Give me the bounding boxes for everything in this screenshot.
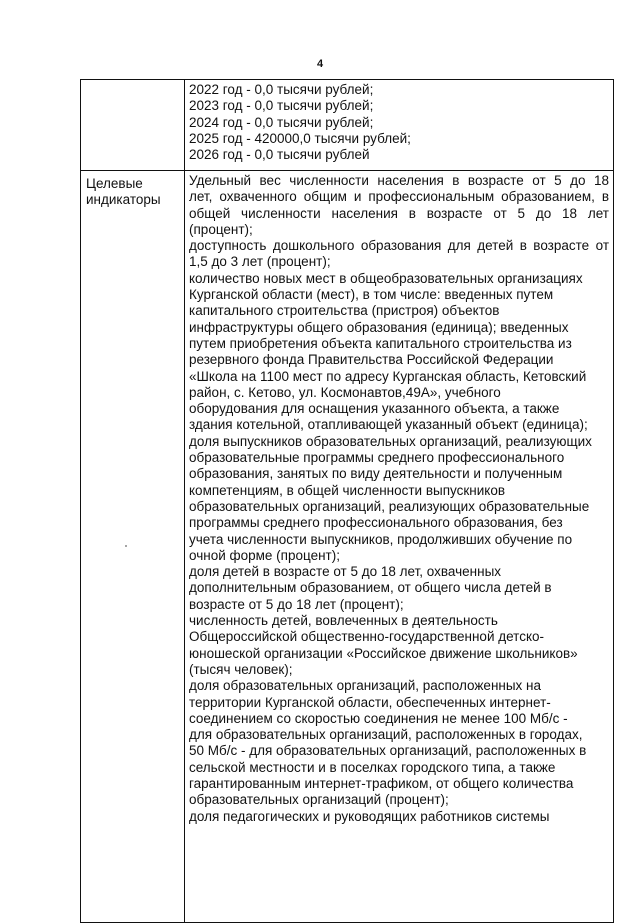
indicator-line: Курганской области (мест), в том числе: введенных путем: [189, 287, 554, 303]
indicator-line: общей численности населения в возрасте от 5 до 18 лет: [189, 205, 609, 221]
indicator-line: 1,5 до 3 лет (процент);: [189, 254, 331, 270]
indicator-line: дополнительным образованием, от общего числа детей в: [189, 580, 552, 596]
indicator-line: программы среднего профессионального образования, без: [189, 515, 563, 531]
indicator-line: оборудования для оснащения указанного объекта, а также: [189, 401, 560, 417]
indicator-line: возрасте от 5 до 18 лет (процент);: [189, 596, 404, 612]
funding-line: 2024 год - 0,0 тысячи рублей;: [189, 114, 374, 130]
funding-line: 2025 год - 420000,0 тысячи рублей;: [189, 130, 411, 146]
indicators-row: [81, 171, 614, 923]
indicator-line: доля педагогических и руководящих работников системы: [189, 808, 550, 824]
indicator-line: капитального строительства (пристроя) объектов: [189, 303, 500, 319]
indicator-line: район, с. Кетово, ул. Космонавтов,49А», учебного: [189, 384, 501, 400]
indicator-line: доля образовательных организаций, расположенных на: [189, 678, 542, 694]
indicator-line: численность детей, вовлеченных в деятельность: [189, 613, 498, 629]
indicator-line: (тысяч человек);: [189, 661, 293, 677]
indicator-line: компетенциям, в общей численности выпускников: [189, 482, 506, 498]
scan-speck: [125, 545, 127, 547]
indicator-line: инфраструктуры общего образования (единица); введенных: [189, 319, 569, 335]
indicator-line: образовательных организаций (процент);: [189, 792, 449, 808]
indicator-line: очной форме (процент);: [189, 547, 340, 563]
funding-line: 2022 год - 0,0 тысячи рублей;: [189, 82, 374, 97]
funding-line: 2023 год - 0,0 тысячи рублей;: [189, 98, 374, 114]
funding-cell: [185, 80, 614, 171]
indicator-line: «Школа на 1100 мест по адресу Курганская область, Кетовский: [189, 368, 587, 384]
indicator-line: 50 Мб/с - для образовательных организаций, расположенных в: [189, 743, 587, 759]
indicator-line: образовательных организаций, реализующих образовательные: [189, 498, 590, 514]
indicator-line: образования, занятых по виду деятельности и полученным: [189, 466, 563, 482]
indicator-line: доля выпускников образовательных организаций, реализующих: [189, 433, 592, 449]
indicators-label: индикаторы: [86, 192, 161, 208]
indicator-line: образовательные программы среднего профессионального: [189, 450, 565, 466]
indicator-line: путем приобретения объекта капитального строительства из: [189, 335, 572, 351]
indicator-line: соединением со скоростью соединения не менее 100 Мб/с -: [189, 710, 568, 726]
indicator-line: юношеской организации «Российское движение школьников»: [189, 645, 578, 661]
indicator-line: территории Курганской области, обеспеченных интернет-: [189, 694, 551, 710]
funding-label-cell: [81, 80, 185, 171]
indicators-label-cell: [81, 171, 185, 923]
program-passport-table: [80, 79, 614, 923]
indicator-line: здания котельной, отапливающей указанный объект (единица);: [189, 417, 588, 433]
indicator-line: Удельный вес численности населения в возрасте от 5 до 18: [189, 173, 609, 188]
indicators-cell: [185, 171, 614, 923]
indicator-line: (процент);: [189, 221, 253, 237]
indicator-line: сельской местности и в поселках городского типа, а также: [189, 759, 556, 775]
indicator-line: резервного фонда Правительства Российской Федерации: [189, 352, 554, 368]
indicator-line: лет, охваченного общим и профессиональным образованием, в: [189, 189, 609, 205]
indicator-line: количество новых мест в общеобразовательных организациях: [189, 270, 583, 286]
funding-line: 2026 год - 0,0 тысячи рублей: [189, 147, 370, 163]
indicators-label: Целевые: [86, 176, 143, 191]
indicator-line: гарантированным интернет-трафиком, от общего количества: [189, 775, 574, 791]
indicator-line: учета численности выпускников, продолживших обучение по: [189, 531, 573, 547]
page-number: 4: [316, 58, 324, 70]
indicator-line: для образовательных организаций, расположенных в городах,: [189, 727, 583, 743]
indicator-line: доля детей в возрасте от 5 до 18 лет, охваченных: [189, 564, 502, 580]
indicator-line: доступность дошкольного образования для детей в возрасте от: [189, 238, 609, 254]
funding-row: [81, 80, 614, 171]
indicator-line: Общероссийской общественно-государственной детско-: [189, 629, 545, 645]
